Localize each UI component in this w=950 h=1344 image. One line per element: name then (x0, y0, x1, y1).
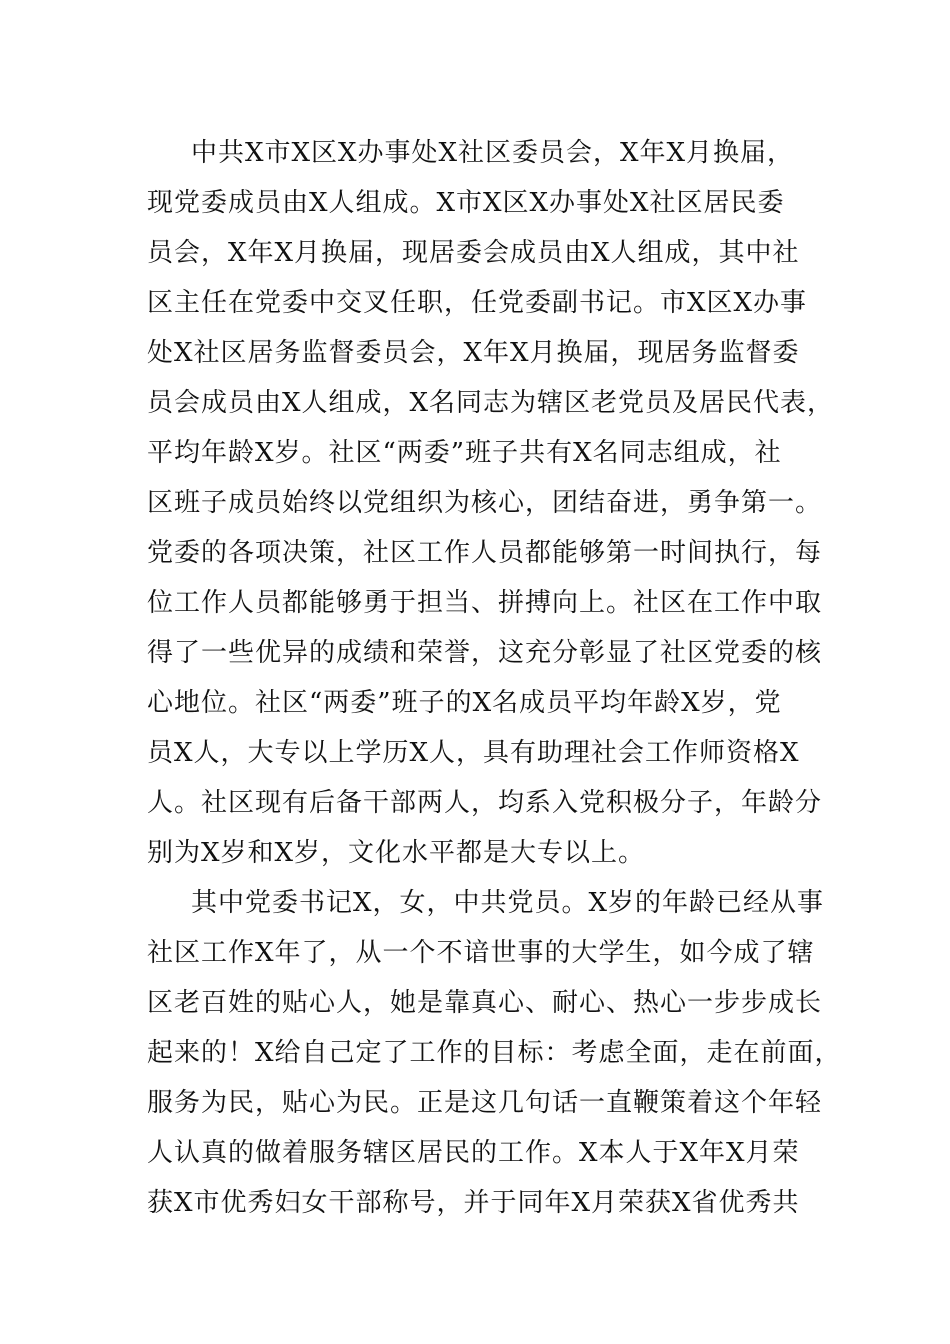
text-line: 人。社区现有后备干部两人，均系入党积极分子，年龄分 (147, 788, 823, 818)
text-line: 位工作人员都能够勇于担当、拼搏向上。社区在工作中取 (147, 588, 823, 618)
paragraph-2 (147, 878, 842, 1228)
text-line: 区班子成员始终以党组织为核心，团结奋进，勇争第一。 (147, 488, 823, 518)
text-line: 心地位。社区“两委”班子的X名成员平均年龄X岁，党 (147, 688, 782, 718)
text-line: 现党委成员由X人组成。X市X区X办事处X社区居民委 (147, 188, 785, 218)
text-line: 区主任在党委中交叉任职，任党委副书记。市X区X办事 (147, 288, 808, 318)
text-line: 区老百姓的贴心人，她是靠真心、耐心、热心一步步成长 (147, 988, 823, 1018)
text-line: 处X社区居务监督委员会，X年X月换届，现居务监督委 (147, 338, 800, 368)
paragraph-1 (147, 128, 835, 878)
text-line: 得了一些优异的成绩和荣誉，这充分彰显了社区党委的核 (147, 638, 823, 668)
text-line: 起来的！X给自己定了工作的目标：考虑全面，走在前面， (147, 1038, 842, 1068)
text-line: 人认真的做着服务辖区居民的工作。X本人于X年X月荣 (147, 1138, 800, 1168)
text-line: 员会成员由X人组成，X名同志为辖区老党员及居民代表， (147, 388, 835, 418)
text-line: 党委的各项决策，社区工作人员都能够第一时间执行，每 (147, 538, 823, 568)
text-line: 中共X市X区X办事处X社区委员会，X年X月换届， (191, 138, 795, 168)
document-body (147, 128, 842, 1228)
text-line: 员X人，大专以上学历X人，具有助理社会工作师资格X (147, 738, 800, 768)
text-line: 服务为民，贴心为民。正是这几句话一直鞭策着这个年轻 (147, 1088, 823, 1118)
text-line: 别为X岁和X岁，文化水平都是大专以上。 (147, 838, 646, 868)
text-line: 其中党委书记X，女，中共党员。X岁的年龄已经从事 (191, 888, 825, 918)
text-line: 员会，X年X月换届，现居委会成员由X人组成，其中社 (147, 238, 800, 268)
text-line: 获X市优秀妇女干部称号，并于同年X月荣获X省优秀共 (147, 1188, 800, 1218)
text-line: 平均年龄X岁。社区“两委”班子共有X名同志组成，社 (147, 438, 782, 468)
text-line: 社区工作X年了，从一个不谙世事的大学生，如今成了辖 (147, 938, 815, 968)
